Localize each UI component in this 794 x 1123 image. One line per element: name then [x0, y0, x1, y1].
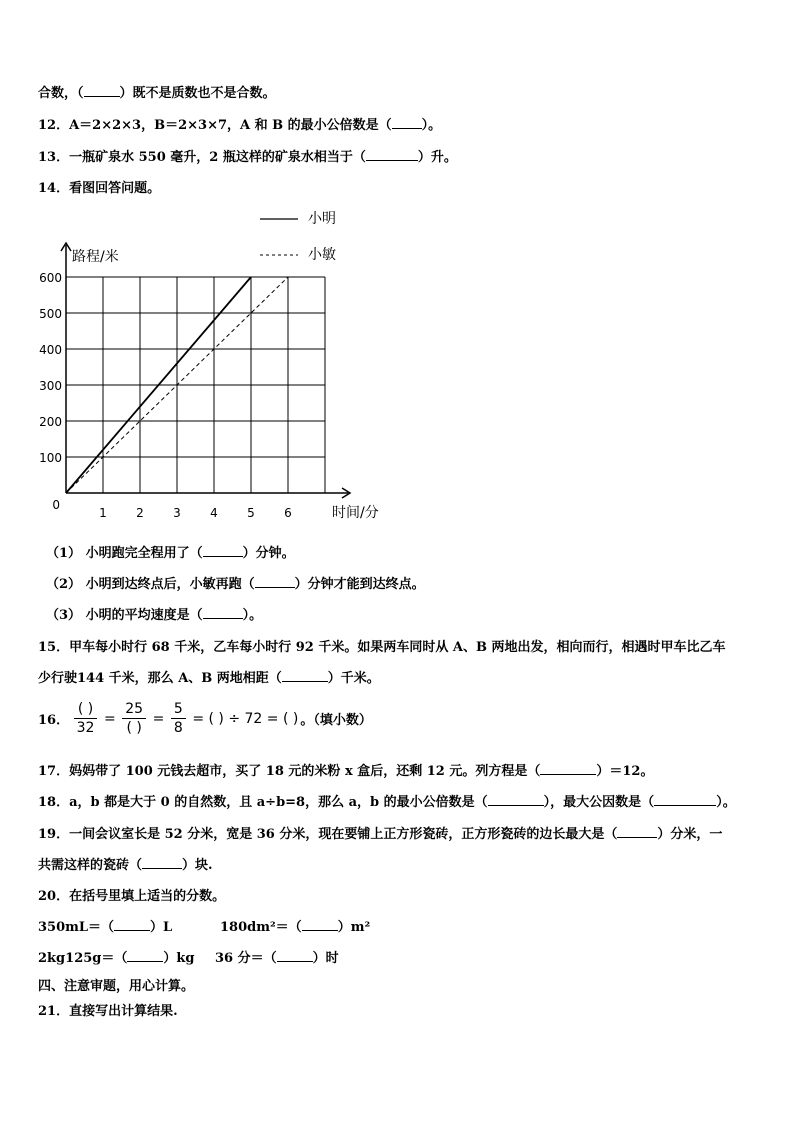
text-segment: 合数，（: [38, 86, 84, 101]
text-segment: 350mL＝（: [38, 920, 115, 935]
text-segment: ）时: [312, 951, 339, 966]
question-14-2: [46, 573, 425, 592]
y-axis-label: 路程/米: [72, 249, 119, 265]
question-19-line1: [38, 823, 722, 842]
answer-blank[interactable]: [114, 919, 150, 931]
x-tick-label: 4: [210, 506, 218, 520]
answer-blank[interactable]: [302, 919, 338, 931]
x-axis-label: 时间/分: [332, 505, 379, 521]
numerator: 25: [122, 700, 146, 719]
y-tick-label: 300: [39, 379, 62, 393]
distance-time-chart: [28, 205, 408, 525]
question-number: 16．: [38, 713, 70, 728]
text-segment: 19．一间会议室长是 52 分米，宽是 36 分米，现在要铺上正方形瓷砖，正方形瓷砖的边长最大是（: [38, 827, 618, 842]
text-segment: ）L: [150, 920, 173, 935]
question-20-row1-right: [220, 916, 370, 935]
text-segment: 17．妈妈带了 100 元钱去超市，买了 18 元的米粉 x 盒后，还剩 12 元。列方程是（: [38, 764, 541, 779]
text-segment: ）m²: [337, 920, 371, 935]
answer-blank[interactable]: [203, 607, 243, 619]
text-segment: ）升。: [417, 150, 457, 165]
text-segment: 13．一瓶矿泉水 550 毫升，2 瓶这样的矿泉水相当于（: [38, 150, 366, 165]
text-segment: 180dm²＝（: [220, 920, 302, 935]
numerator: 5: [171, 700, 186, 719]
answer-blank[interactable]: [127, 950, 163, 962]
answer-blank[interactable]: [203, 545, 243, 557]
answer-blank[interactable]: [142, 857, 182, 869]
question-20-row2-right: [215, 947, 339, 966]
text-segment: 。（填小数）: [300, 713, 372, 728]
text-segment: 12．A＝2×2×3，B＝2×3×7，A 和 B 的最小公倍数是（: [38, 118, 392, 133]
equals-sign: =: [152, 710, 165, 727]
y-tick-label: 200: [39, 415, 62, 429]
text-segment: ）既不是质数也不是合数。: [119, 86, 276, 101]
answer-blank[interactable]: [392, 117, 422, 129]
answer-blank[interactable]: [84, 85, 120, 97]
question-19-line2: [38, 854, 213, 873]
answer-blank[interactable]: [488, 794, 544, 806]
text-segment: （2） 小明到达终点后，小敏再跑（: [46, 577, 255, 592]
text-segment: ）分米，一: [657, 827, 723, 842]
question-15-line1: 15．甲车每小时行 68 千米，乙车每小时行 92 千米。如果两车同时从 A、B 两地出发，相向而行，相遇时甲车比乙车: [38, 640, 726, 655]
answer-blank[interactable]: [366, 149, 418, 161]
equals-sign: =: [103, 710, 116, 727]
text-segment: ）块.: [182, 858, 213, 873]
text-segment: ）分钟。: [242, 546, 295, 561]
section-4-heading: 四、注意审题，用心计算。: [38, 979, 195, 994]
denominator: 8: [173, 720, 183, 736]
question-21: 21．直接写出计算结果.: [38, 1004, 178, 1019]
answer-blank[interactable]: [255, 576, 295, 588]
x-tick-label: 2: [136, 506, 144, 520]
text-segment: ）＝12。: [596, 764, 654, 779]
y-tick-label: 100: [39, 451, 62, 465]
text-segment: ）kg: [163, 951, 195, 966]
text-segment: ）。: [242, 608, 263, 623]
chart-axes: [61, 243, 350, 498]
y-tick-label: 400: [39, 343, 62, 357]
text-segment: ）。: [421, 118, 442, 133]
text-segment: 18．a，b 都是大于 0 的自然数，且 a÷b=8，那么 a，b 的最小公倍数是（: [38, 795, 488, 810]
legend-label-2: 小敏: [308, 247, 336, 263]
text-segment: （3） 小明的平均速度是（: [46, 608, 203, 623]
line-composite-number: [38, 82, 276, 101]
question-14: 14．看图回答问题。: [38, 181, 161, 196]
question-18: [38, 791, 736, 810]
question-20-row1: [38, 916, 172, 935]
text-segment: 2kg125g＝（: [38, 951, 128, 966]
x-tick-label: 5: [247, 506, 255, 520]
y-tick-label: 600: [39, 271, 62, 285]
text-segment: ）千米。: [327, 671, 380, 686]
answer-blank[interactable]: [617, 826, 657, 838]
chart-grid: [66, 277, 325, 493]
x-tick-label: 3: [173, 506, 181, 520]
text-segment: 少行驶144 千米，那么 A、B 两地相距（: [38, 671, 282, 686]
text-segment: ）。: [716, 795, 736, 810]
denominator: 32: [76, 720, 95, 736]
answer-blank[interactable]: [277, 950, 313, 962]
chart-legend: [260, 211, 336, 263]
question-16: [38, 700, 372, 737]
text-segment: （1） 小明跑完全程用了（: [46, 546, 203, 561]
question-13: [38, 146, 457, 165]
question-15-line2: [38, 667, 380, 686]
answer-blank[interactable]: [654, 794, 716, 806]
numerator[interactable]: ( ): [74, 700, 98, 719]
legend-label-1: 小明: [308, 211, 336, 227]
question-17: [38, 760, 653, 779]
x-tick-label: 6: [284, 506, 292, 520]
division-expression[interactable]: = ( ) ÷ 72 = ( ): [192, 710, 299, 727]
denominator[interactable]: ( ): [126, 720, 142, 736]
text-segment: ），最大公因数是（: [543, 795, 655, 810]
x-tick-label: 1: [99, 506, 107, 520]
text-segment: ）分钟才能到达终点。: [294, 577, 425, 592]
origin-label: 0: [52, 498, 60, 512]
answer-blank[interactable]: [282, 670, 328, 682]
answer-blank[interactable]: [540, 763, 596, 775]
question-12: [38, 114, 441, 133]
question-20: 20．在括号里填上适当的分数。: [38, 889, 226, 904]
fraction-3: [171, 700, 186, 737]
fraction-1: [74, 700, 98, 737]
question-14-1: [46, 542, 295, 561]
question-14-3: [46, 604, 262, 623]
text-segment: 共需这样的瓷砖（: [38, 858, 143, 873]
text-segment: 36 分＝（: [215, 951, 277, 966]
y-tick-label: 500: [39, 307, 62, 321]
question-20-row2: [38, 947, 194, 966]
fraction-2: [122, 700, 146, 737]
